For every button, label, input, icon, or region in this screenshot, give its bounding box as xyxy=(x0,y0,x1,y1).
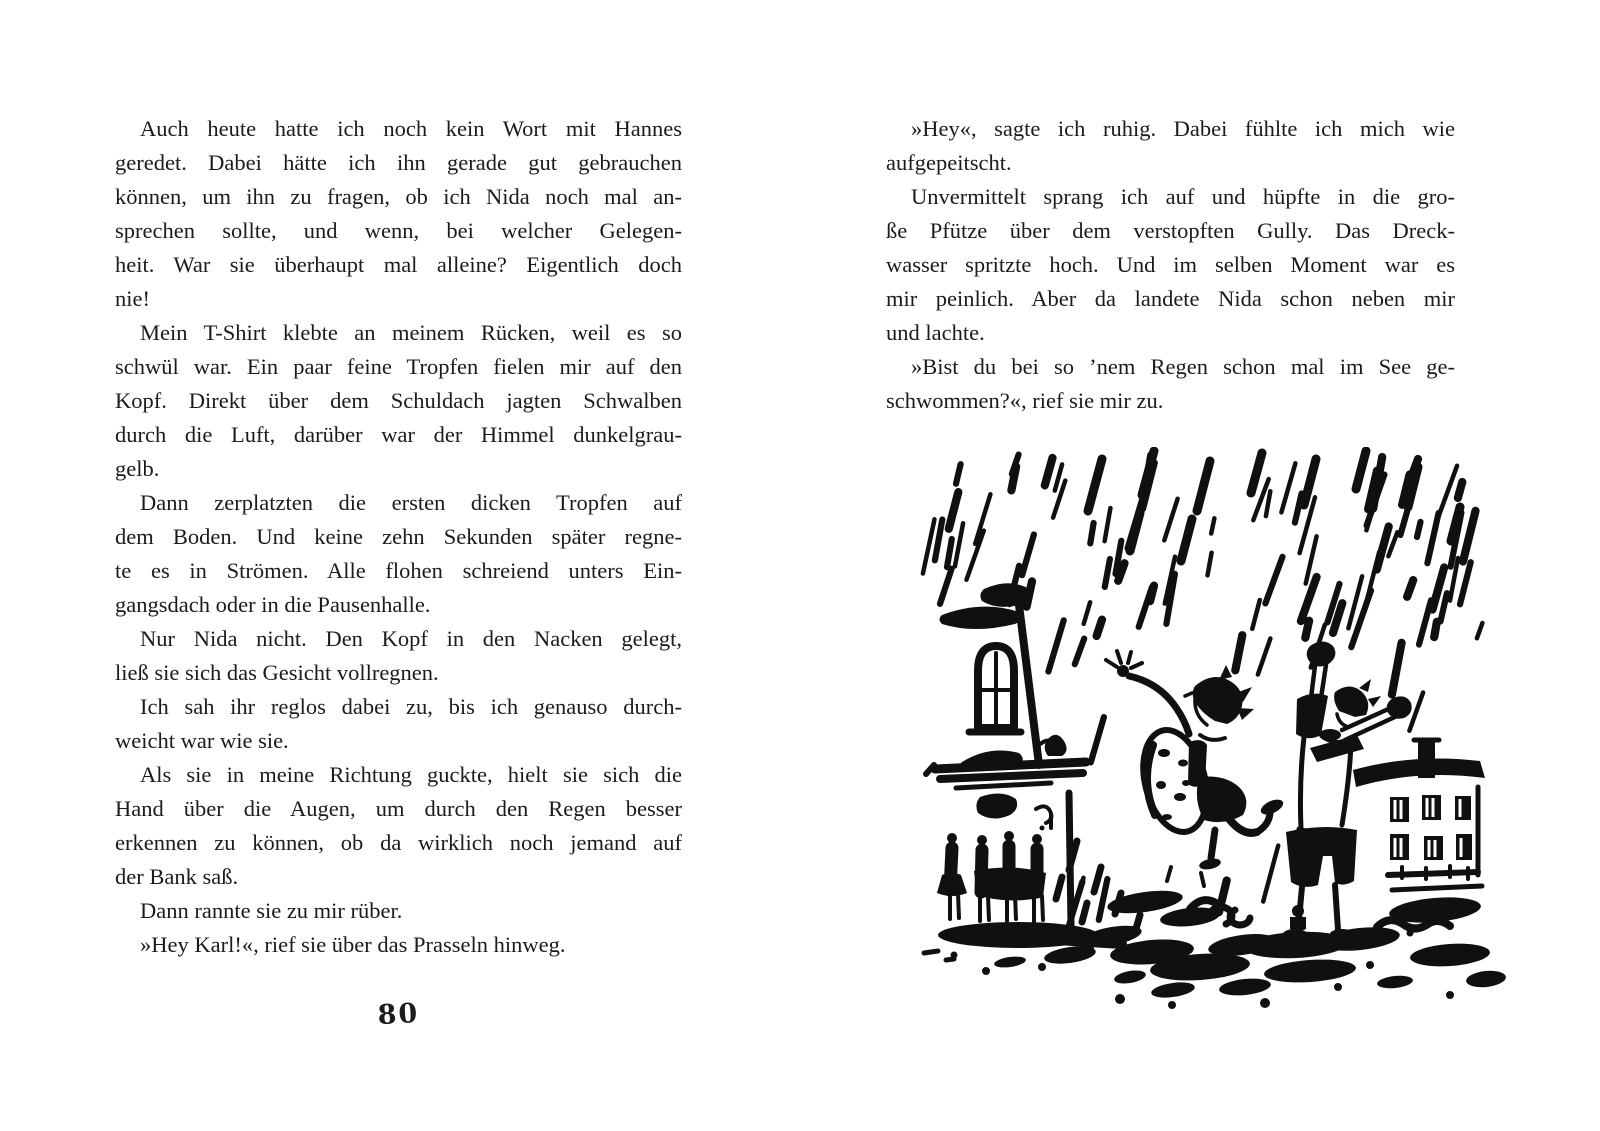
text-line: Ich sah ihr reglos dabei zu, bis ich genauso durch- xyxy=(140,694,682,719)
text-line: Als sie in meine Richtung guckte, hielt sie sich die xyxy=(140,762,682,787)
text-line: Nur Nida nicht. Den Kopf in den Nacken gelegt, xyxy=(140,626,682,651)
text-line: gelb. xyxy=(115,456,160,481)
rain-illustration xyxy=(890,447,1508,1017)
text-line: weicht war wie sie. xyxy=(115,728,289,753)
text-line: aufgepeitscht. xyxy=(886,150,1012,175)
text-line: Kopf. Direkt über dem Schuldach jagten Schwalben xyxy=(115,388,682,413)
page-number: 80 xyxy=(376,997,421,1032)
text-line: sprechen sollte, und wenn, bei welcher Gelegen- xyxy=(115,218,682,243)
text-line: te es in Strömen. Alle flohen schreiend unters Ein- xyxy=(115,558,682,583)
text-line: Unvermittelt sprang ich auf und hüpfte in die gro- xyxy=(911,184,1455,209)
text-line: schwommen?«, rief sie mir zu. xyxy=(886,388,1164,413)
text-line: heit. War sie überhaupt mal alleine? Eigentlich doch xyxy=(115,252,682,277)
text-line: wasser spritzte hoch. Und im selben Moment war es xyxy=(886,252,1455,277)
arched-window xyxy=(969,646,1021,732)
left-page-text xyxy=(115,112,682,962)
text-line: Dann rannte sie zu mir rüber. xyxy=(140,898,403,923)
text-line: geredet. Dabei hätte ich ihn gerade gut gebrauchen xyxy=(115,150,682,175)
text-line: Auch heute hatte ich noch kein Wort mit Hannes xyxy=(140,116,682,141)
right-page-text xyxy=(886,112,1455,418)
text-line: können, um ihn zu fragen, ob ich Nida noch mal an- xyxy=(115,184,682,209)
text-line: »Hey Karl!«, rief sie über das Prasseln hinweg. xyxy=(140,932,566,957)
text-line: »Bist du bei so ’nem Regen schon mal im See ge- xyxy=(911,354,1455,379)
text-line: durch die Luft, darüber war der Himmel dunkelgrau- xyxy=(115,422,682,447)
text-line: erkennen zu können, ob da wirklich noch jemand auf xyxy=(115,830,682,855)
text-line: schwül war. Ein paar feine Tropfen fielen mir auf den xyxy=(115,354,682,379)
girl-jumping xyxy=(1106,651,1285,886)
text-line: nie! xyxy=(115,286,150,311)
text-line: Mein T-Shirt klebte an meinem Rücken, weil es so xyxy=(140,320,682,345)
text-line: dem Boden. Und keine zehn Sekunden später regne- xyxy=(115,524,682,549)
text-line: ließ sie sich das Gesicht vollregnen. xyxy=(115,660,439,685)
text-line: Dann zerplatzten die ersten dicken Tropfen auf xyxy=(140,490,682,515)
text-line: ße Pfütze über dem verstopften Gully. Das Dreck- xyxy=(886,218,1455,243)
text-line: und lachte. xyxy=(886,320,985,345)
text-line: der Bank saß. xyxy=(115,864,239,889)
text-line: mir peinlich. Aber da landete Nida schon neben mir xyxy=(886,286,1455,311)
text-line: Hand über die Augen, um durch den Regen besser xyxy=(115,796,682,821)
text-line: gangsdach oder in die Pausenhalle. xyxy=(115,592,431,617)
text-line: »Hey«, sagte ich ruhig. Dabei fühlte ich mich wie xyxy=(911,116,1455,141)
